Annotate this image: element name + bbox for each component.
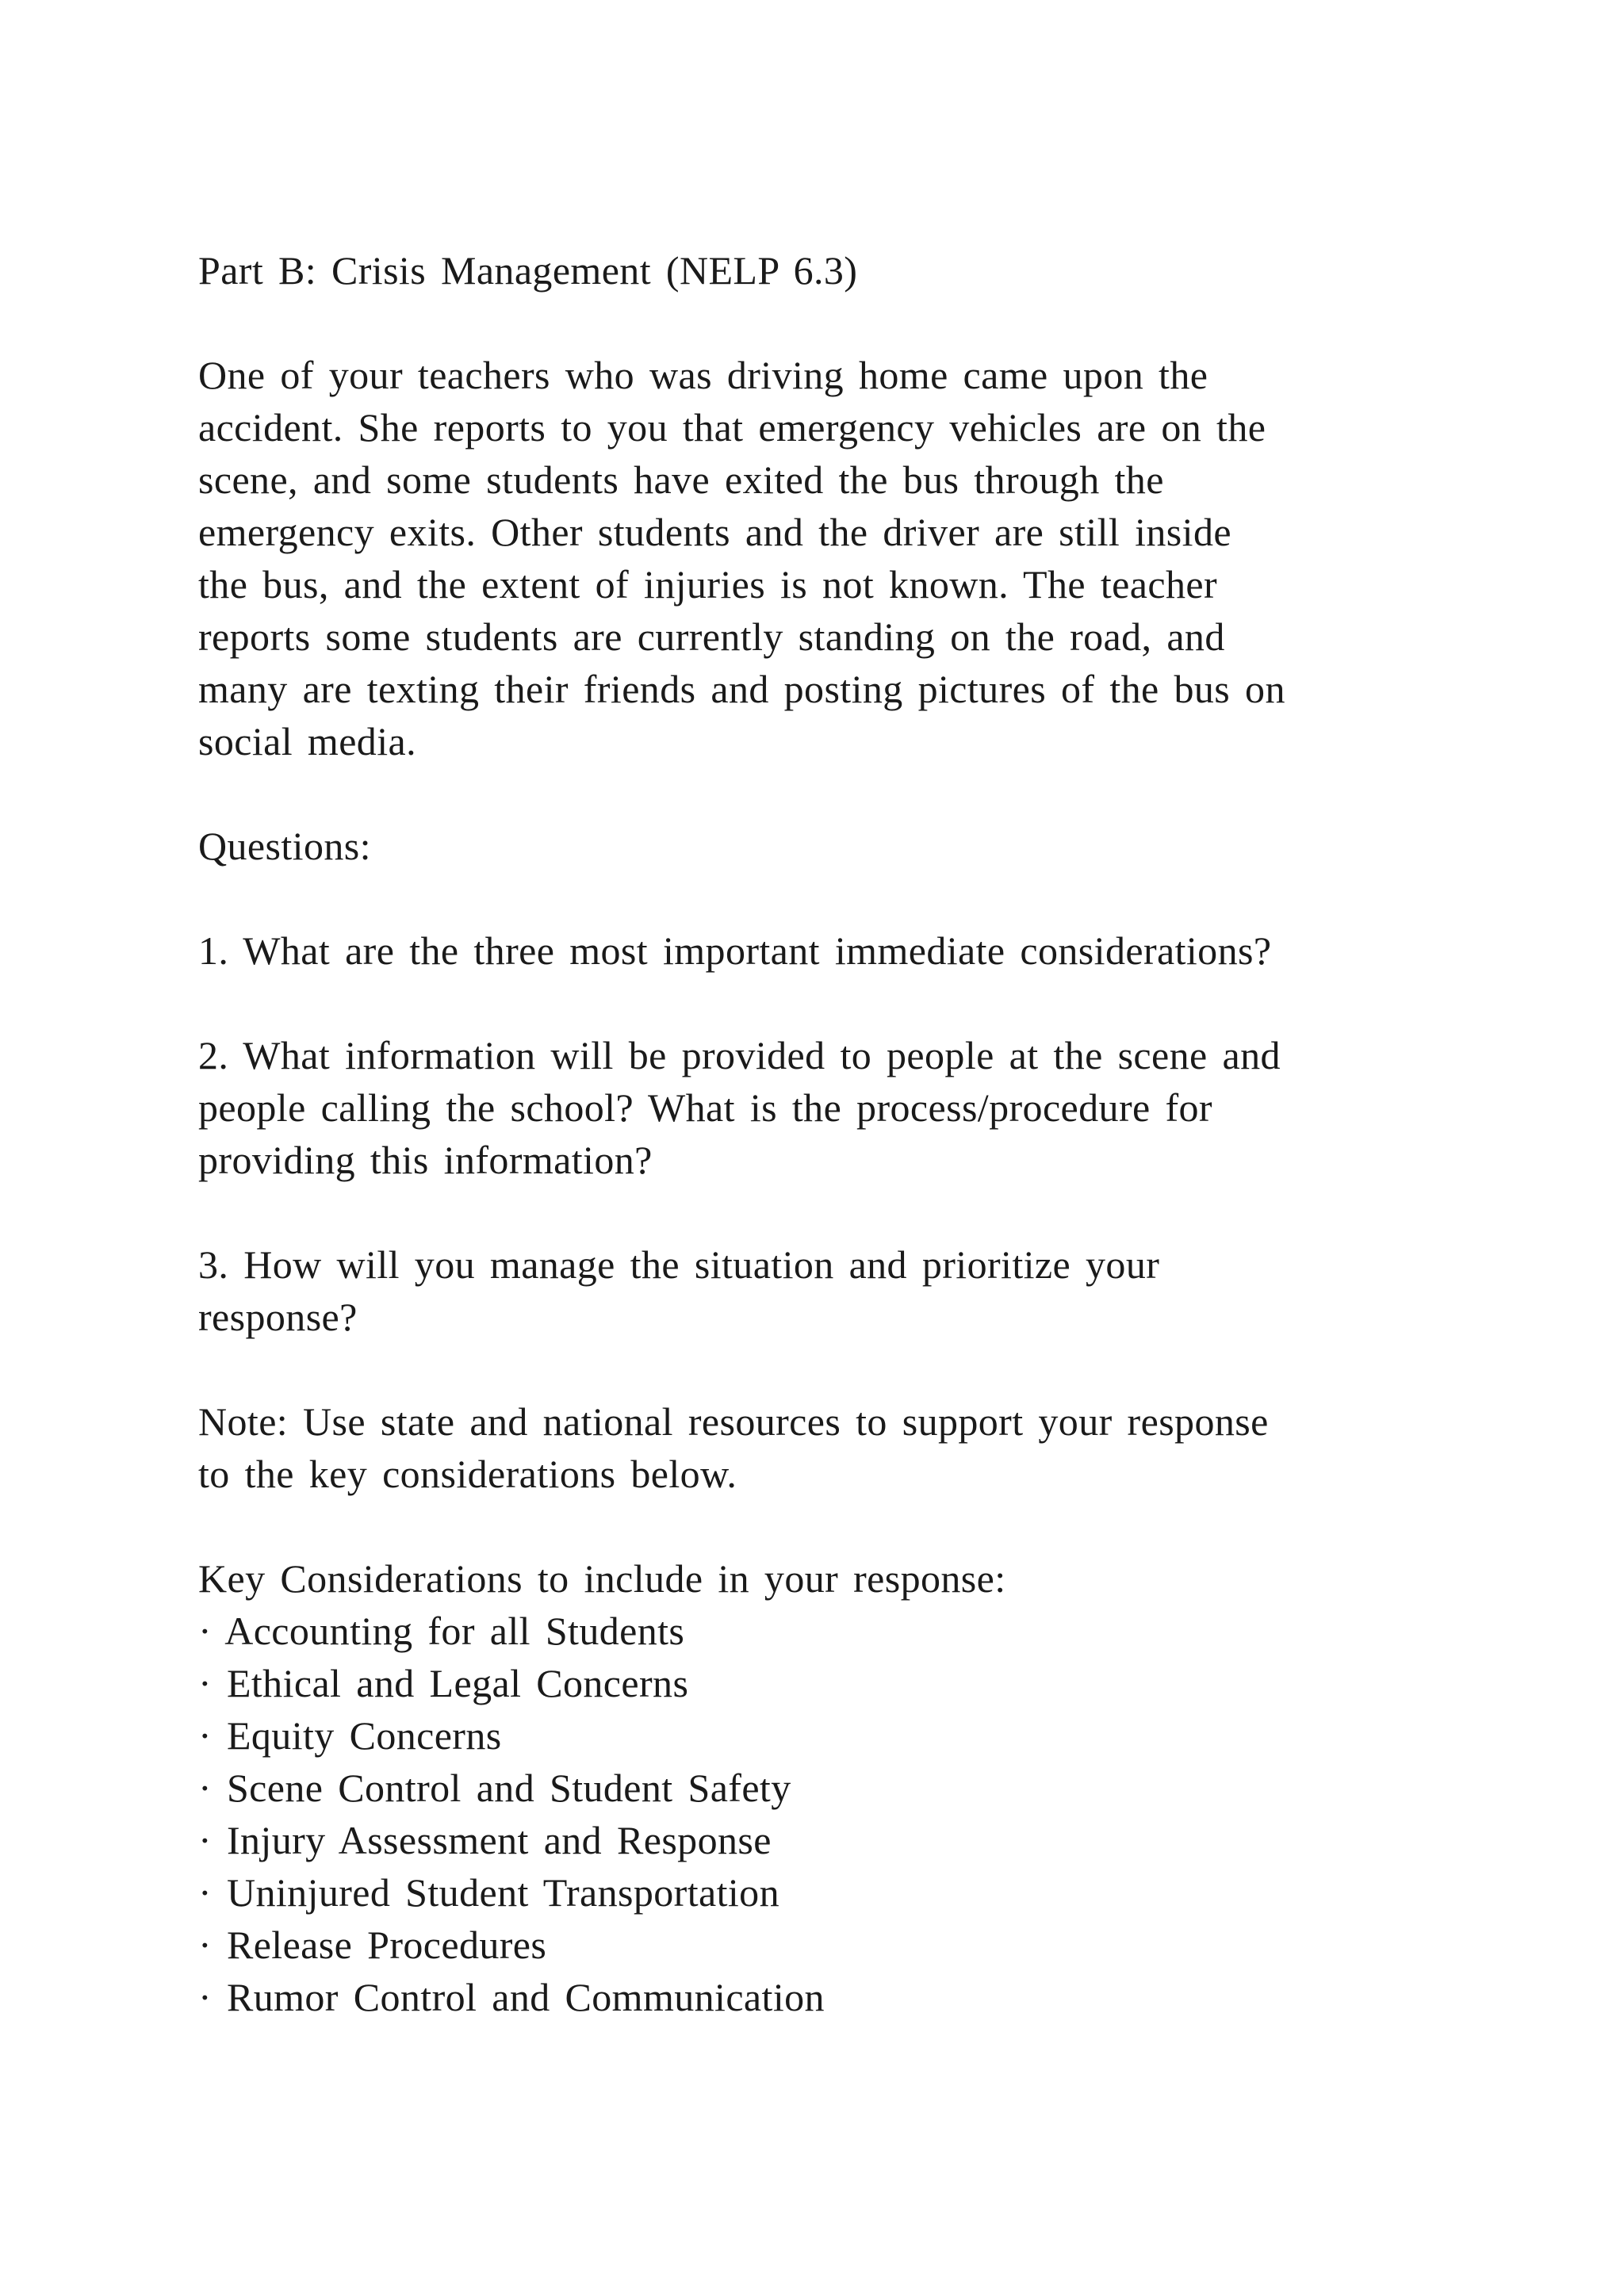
spacer	[198, 297, 1483, 349]
note-line: to the key considerations below.	[198, 1452, 737, 1496]
question-2-line: people calling the school? What is the process/procedure for	[198, 1085, 1212, 1130]
question-2-line: 2. What information will be provided to people at the scene and	[198, 1033, 1281, 1077]
scenario-line: many are texting their friends and posting pictures of the bus on	[198, 667, 1285, 711]
spacer	[198, 1186, 1483, 1238]
scenario-line: the bus, and the extent of injuries is not known. The teacher	[198, 562, 1218, 607]
question-2-line: providing this information?	[198, 1138, 653, 1182]
scenario-line: scene, and some students have exited the bus through the	[198, 457, 1164, 502]
question-3-line: response?	[198, 1295, 358, 1339]
list-item: · Injury Assessment and Response	[198, 1818, 772, 1862]
note-line: Note: Use state and national resources to support your response	[198, 1399, 1269, 1444]
spacer	[198, 767, 1483, 820]
spacer	[198, 872, 1483, 924]
spacer	[198, 977, 1483, 1029]
page-heading: Part B: Crisis Management (NELP 6.3)	[198, 248, 858, 293]
scenario-line: social media.	[198, 719, 416, 763]
list-item: · Release Procedures	[198, 1923, 547, 1967]
question-1: 1. What are the three most important immediate considerations?	[198, 928, 1272, 973]
list-item: · Rumor Control and Communication	[198, 1975, 825, 2019]
question-3	[198, 1238, 1483, 1343]
scenario-line: reports some students are currently standing on the road, and	[198, 614, 1225, 659]
spacer	[198, 1343, 1483, 1395]
scenario-line: One of your teachers who was driving home came upon the	[198, 353, 1208, 397]
list-item: · Accounting for all Students	[198, 1609, 685, 1653]
document-body	[198, 244, 1483, 2023]
scenario-paragraph	[198, 349, 1483, 767]
key-considerations-label: Key Considerations to include in your response:	[198, 1556, 1006, 1601]
question-2	[198, 1029, 1483, 1186]
scenario-line: accident. She reports to you that emergency vehicles are on the	[198, 405, 1266, 450]
key-considerations-list	[198, 1605, 1483, 2023]
note-paragraph	[198, 1395, 1483, 1500]
list-item: · Ethical and Legal Concerns	[198, 1661, 689, 1705]
list-item: · Equity Concerns	[198, 1713, 502, 1758]
list-item: · Scene Control and Student Safety	[198, 1766, 791, 1810]
list-item: · Uninjured Student Transportation	[198, 1870, 779, 1915]
questions-label: Questions:	[198, 824, 371, 868]
scenario-line: emergency exits. Other students and the driver are still inside	[198, 510, 1231, 554]
question-3-line: 3. How will you manage the situation and prioritize your	[198, 1242, 1160, 1287]
spacer	[198, 1500, 1483, 1552]
